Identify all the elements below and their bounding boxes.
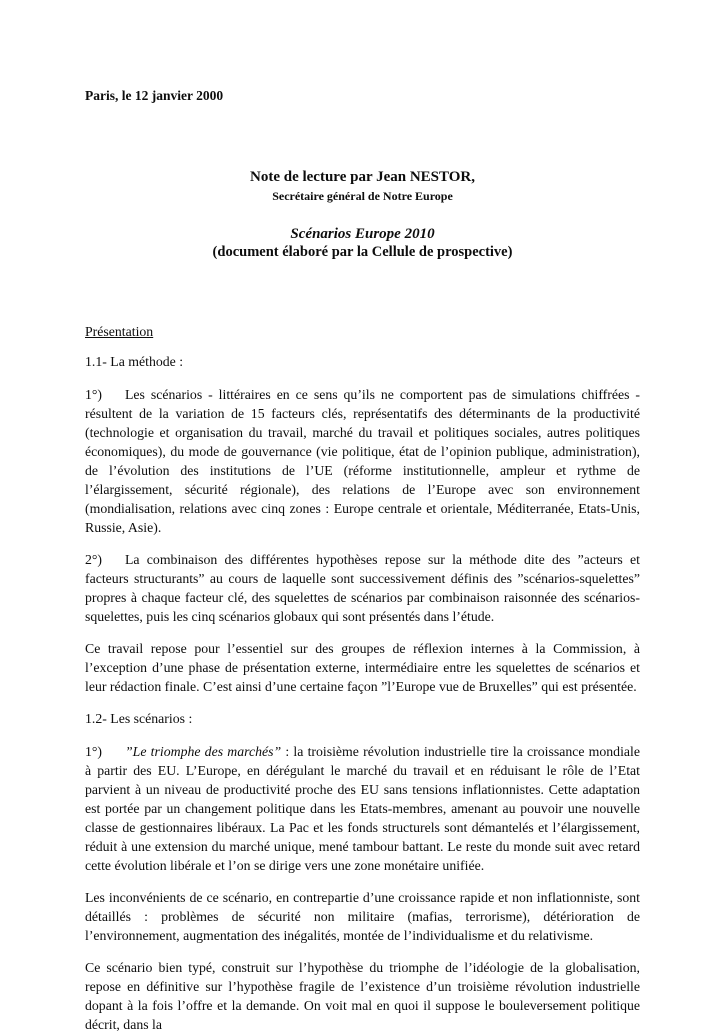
paragraph-text: : la troisième révolution industrielle tire la croissance mondiale à partir des EU. L’Europe, en dérégulant le marché du travail et en réduisant le rôle de l’Etat parvient à un niveau de productivité proche des EU sans tensions inflationnistes. Cette adaptation est portée par un changement politique dans les Etats-membres, amenant au pouvoir une nouvelle classe de gestionnaires libéraux. La Pac et les fonds structurels sont démantelés et l’élargissement, réduit à une extension du marché unique, mené tambour battant. Le reste du monde suit avec retard cette évolution libérale et l’on se dirige vers une zone monétaire unifiée. [85, 744, 640, 873]
paragraph-method-3: Ce travail repose pour l’essentiel sur des groupes de réflexion internes à la Commission, à l’exception d’une phase de présentation externe, intermédiaire entre les squelettes de scénarios et leur rédaction finale. C’est ainsi d’une certaine façon ”l’Europe vue de Bruxelles” qui est présentée. [85, 641, 640, 694]
section-heading-presentation: Présentation [85, 324, 154, 339]
document-title: Scénarios Europe 2010 [290, 226, 435, 242]
byline-block [85, 168, 640, 205]
paragraph-method-2 [85, 550, 640, 626]
subsection-heading-scenarios: 1.2- Les scénarios : [85, 711, 193, 726]
byline-subtitle: Secrétaire général de Notre Europe [272, 189, 453, 203]
paragraph-text: Les scénarios - littéraires en ce sens qu’ils ne comportent pas de simulations chiffrées - résultent de la variation de 15 facteurs clés, représentatifs des déterminants de la productivité (technologie et organisation du travail, marché du travail et politiques sociales, autres politiques économiques), du mode de gouvernance (vie politique, état de l’opinion publique, administration), de l’évolution des institutions de l’UE (réforme institutionnelle, ampleur et rythme de l’élargissement, sécurité régionale), des relations de l’Europe avec son environnement (mondialisation, relations avec cinq zones : Europe centrale et orientale, Méditerranée, Etats-Unis, Russie, Asie). [85, 387, 640, 535]
scenario-title-inline: ”Le triomphe des marchés” [125, 744, 282, 759]
paragraph-text: La combinaison des différentes hypothèses repose sur la méthode dite des ”acteurs et facteurs structurants” au cours de laquelle sont successivement définis des ”scénarios-squelettes” propres à chaque facteur clé, des squelettes de scénarios par combinaison raisonnée des scénarios-squelettes, puis les cinq scénarios globaux qui sont présentés dans l’étude. [85, 552, 640, 624]
paragraph-number: 1°) [85, 387, 103, 402]
document-subtitle: (document élaboré par la Cellule de prospective) [212, 244, 513, 260]
paragraph-number: 2°) [85, 552, 103, 567]
paragraph-method-1 [85, 385, 640, 537]
paragraph-scenario-1-drawbacks: Les inconvénients de ce scénario, en contrepartie d’une croissance rapide et non inflationniste, sont détaillés : problèmes de sécurité non militaire (mafias, terrorisme), détérioration de l’environnement, augmentation des inégalités, montée de l’individualisme et du relativisme. [85, 890, 640, 943]
byline-title: Note de lecture par Jean NESTOR, [250, 169, 475, 185]
subsection-heading-method: 1.1- La méthode : [85, 354, 184, 369]
dateline: Paris, le 12 janvier 2000 [85, 88, 224, 103]
paragraph-number: 1°) [85, 744, 103, 759]
paragraph-scenario-1-comment: Ce scénario bien typé, construit sur l’hypothèse du triomphe de l’idéologie de la globalisation, repose en définitive sur l’hypothèse fragile de l’existence d’un troisième révolution industrielle dopant à la fois l’offre et la demande. On voit mal en quoi il suppose le bouleversement politique décrit, dans la [85, 960, 640, 1032]
title-block [85, 225, 640, 262]
paragraph-scenario-1 [85, 742, 640, 875]
